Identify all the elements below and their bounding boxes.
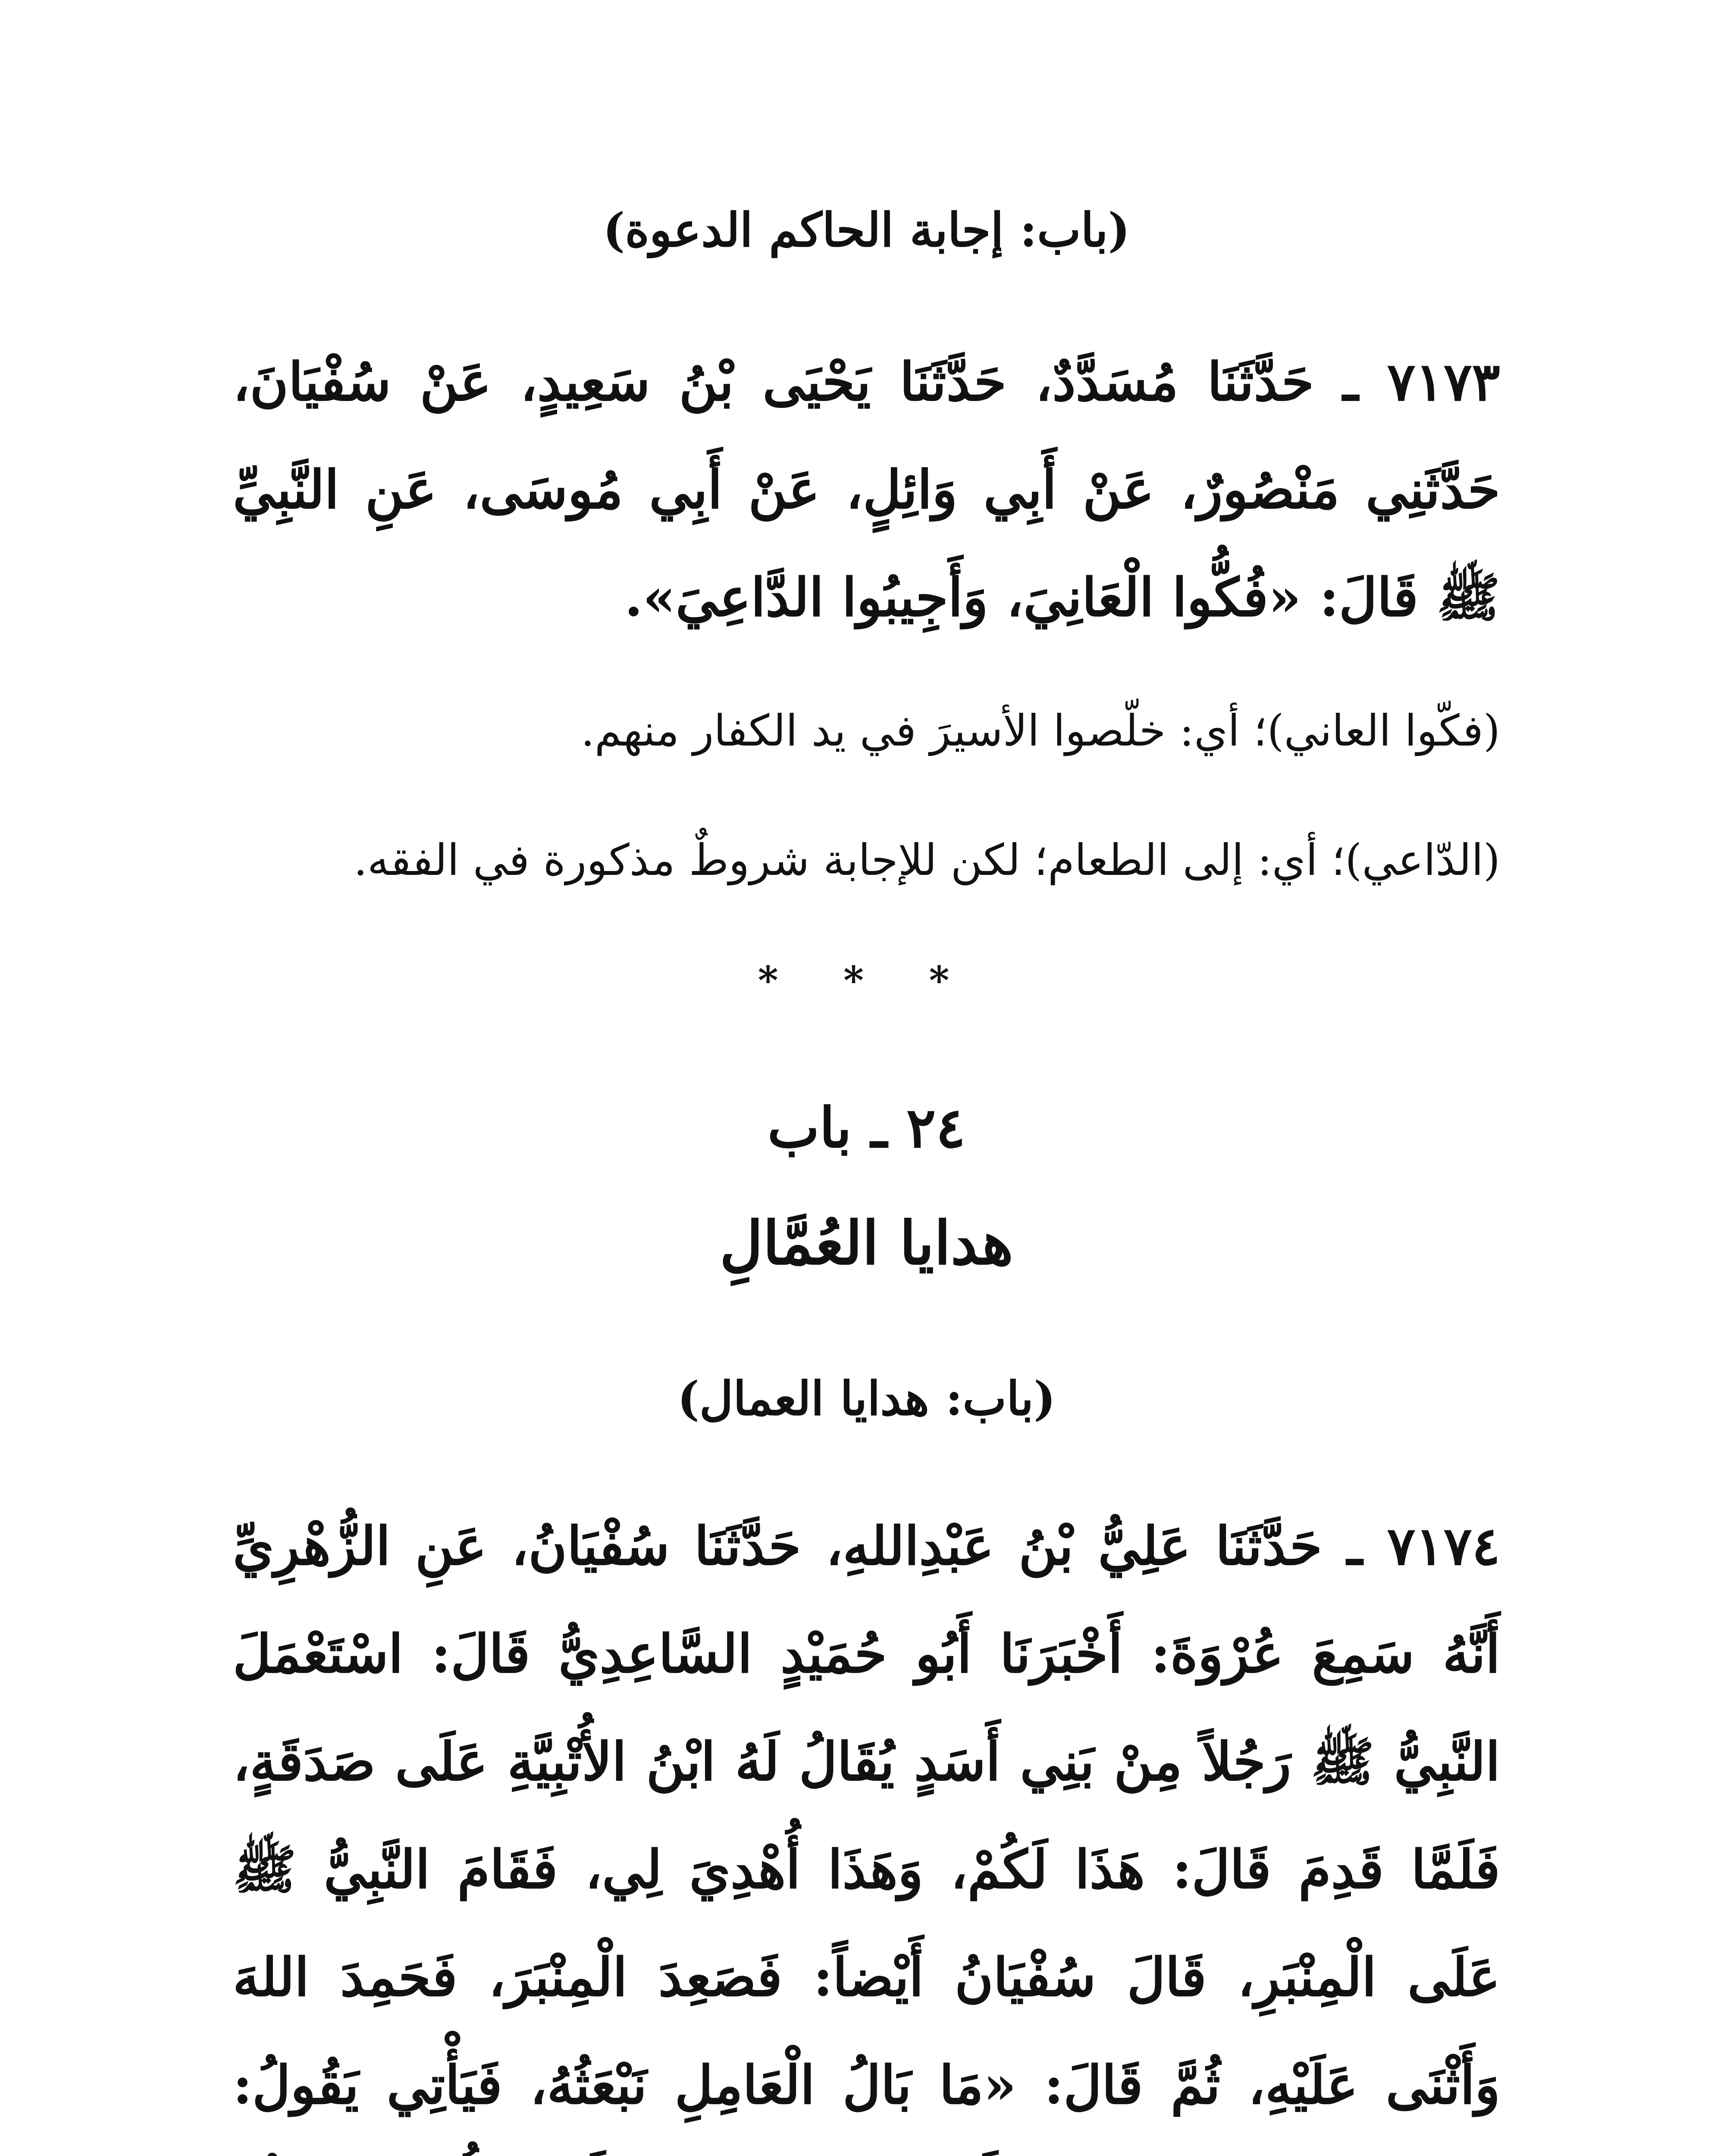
hadith-7173: ٧١٧٣ ـ حَدَّثَنَا مُسَدَّدٌ، حَدَّثَنَا يَحْيَى بْنُ سَعِيدٍ، عَنْ سُفْيَانَ، حَدَّثَنِي مَنْصُورٌ، عَنْ أَبِي وَائِلٍ، عَنْ أَبِي مُوسَى، عَنِ النَّبِيِّ ﷺ قَالَ: «فُكُّوا الْعَانِيَ، وَأَجِيبُوا الدَّاعِيَ». — [233, 351, 1500, 628]
section-separator: * * * — [758, 958, 975, 1003]
chapter-title: هدايا العُمَّالِ — [719, 1208, 1014, 1278]
hadith-7174: ٧١٧٤ ـ حَدَّثَنَا عَلِيُّ بْنُ عَبْدِاللهِ، حَدَّثَنَا سُفْيَانُ، عَنِ الزُّهْرِيِّ أَنَّهُ سَمِعَ عُرْوَةَ: أَخْبَرَنَا أَبُو حُمَيْدٍ السَّاعِدِيُّ قَالَ: اسْتَعْمَلَ النَّبِيُّ ﷺ رَجُلاً مِنْ بَنِي أَسَدٍ يُقَالُ لَهُ ابْنُ الأُتْبِيَّةِ عَلَى صَدَقَةٍ، فَلَمَّا قَدِمَ قَالَ: هَذَا لَكُمْ، وَهَذَا أُهْدِيَ لِي، فَقَامَ النَّبِيُّ ﷺ عَلَى الْمِنْبَرِ، قَالَ سُفْيَانُ أَيْضاً: فَصَعِدَ الْمِنْبَرَ، فَحَمِدَ اللهَ وَأَثْنَى عَلَيْهِ، ثُمَّ قَالَ: «مَا بَالُ الْعَامِلِ نَبْعَثُهُ، فَيَأْتِي يَقُولُ: — [233, 1515, 1500, 2116]
chapter-number: ٢٤ ـ باب — [767, 1096, 966, 1160]
commentary-al-dai: (الدّاعي)؛ أي: إلى الطعام؛ لكن للإجابة شروطٌ مذكورة في الفقه. — [354, 835, 1500, 885]
bab-title-hadaya-al-ummal: (باب: هدايا العمال) — [677, 1372, 1056, 1426]
commentary-fukku-al-ani: (فكّوا العاني)؛ أي: خلّصوا الأسيرَ في يد الكفار منهم. — [581, 705, 1500, 756]
bab-title-ijabat-al-hakim: (باب: إجابة الحاكم الدعوة) — [603, 203, 1130, 257]
